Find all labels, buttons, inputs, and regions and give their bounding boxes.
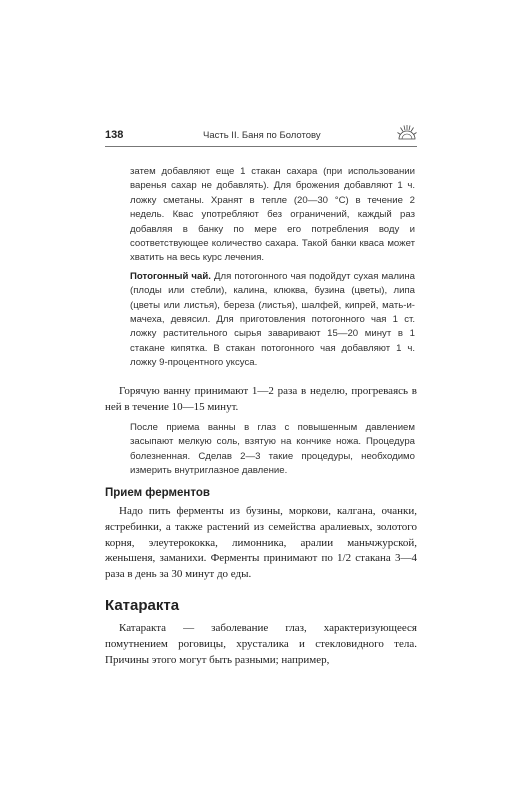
body-paragraph: Надо пить ферменты из бузины, моркови, калгана, очанки, ястребинки, а также растений из семейства аралиевых, золотого корня, элеутерококка, лимонника, аралии маньчжурской, женьшеня, заманихи. Ферменты принимают по 1/2 стакана 3—4 раза в день за 30 минут до еды. <box>105 505 417 581</box>
page-header <box>105 127 417 145</box>
subsection-title: Прием ферментов <box>105 487 210 499</box>
note-box-fermented-kvass <box>130 165 415 375</box>
note-paragraph: затем добавляют еще 1 стакан сахара (при использовании варенья сахар не добавлять). Для брожения добавляют 1 ч. ложку сметаны. Хранят в тепле (20—30 °С) в течение 2 недель. Квас употребляют без ограничений, каждый раз добавляя в банку по мере его потребления воду и соответствующее количество сахара. Такой банки кваса может хватить на весь курс лечения. <box>130 166 415 264</box>
note-paragraph-text: Для потогонного чая подойдут сухая малина (плоды или стебли), калина, клюква, бузина (цветы), липа (цветы или листья), береза (листья), шалфей, кипрей, мать-и-мачеха, девясил. Для приготовления потогонного чая 1 ст. ложку растительного сырья заваривают 15—20 минут в 1 стакане кипятка. В стакан потогонного чая добавляют 1 ч. ложку 9-процентного уксуса. <box>130 270 415 369</box>
body-paragraph-bath <box>105 384 417 416</box>
body-paragraph: Горячую ванну принимают 1—2 раза в неделю, прогреваясь в ней в течение 10—15 минут. <box>105 385 417 413</box>
note-paragraph: После приема ванны в глаз с повышенным давлением засыпают мелкую соль, взятую на кончике ножа. Процедура болезненная. Сделав 2—3 такие процедуры, необходимо измерить внутриглазное давление. <box>130 422 415 477</box>
section-title: Катаракта <box>105 597 180 614</box>
note-lead-title: Потогонный чай. <box>130 270 211 282</box>
running-head: Часть II. Баня по Болотову <box>203 130 321 141</box>
section-body <box>105 621 417 668</box>
page-number: 138 <box>105 129 124 141</box>
note-paragraph-sweat-tea <box>130 270 415 371</box>
body-paragraph: Катаракта — заболевание глаз, характеризующееся помутнением роговицы, хрусталика и стекловидного тела. Причины этого могут быть разными; например, <box>105 622 417 666</box>
note-box-salt-procedure <box>130 421 415 483</box>
sun-ornament-icon <box>397 123 417 143</box>
header-divider <box>105 146 417 147</box>
subsection-body <box>105 504 417 583</box>
